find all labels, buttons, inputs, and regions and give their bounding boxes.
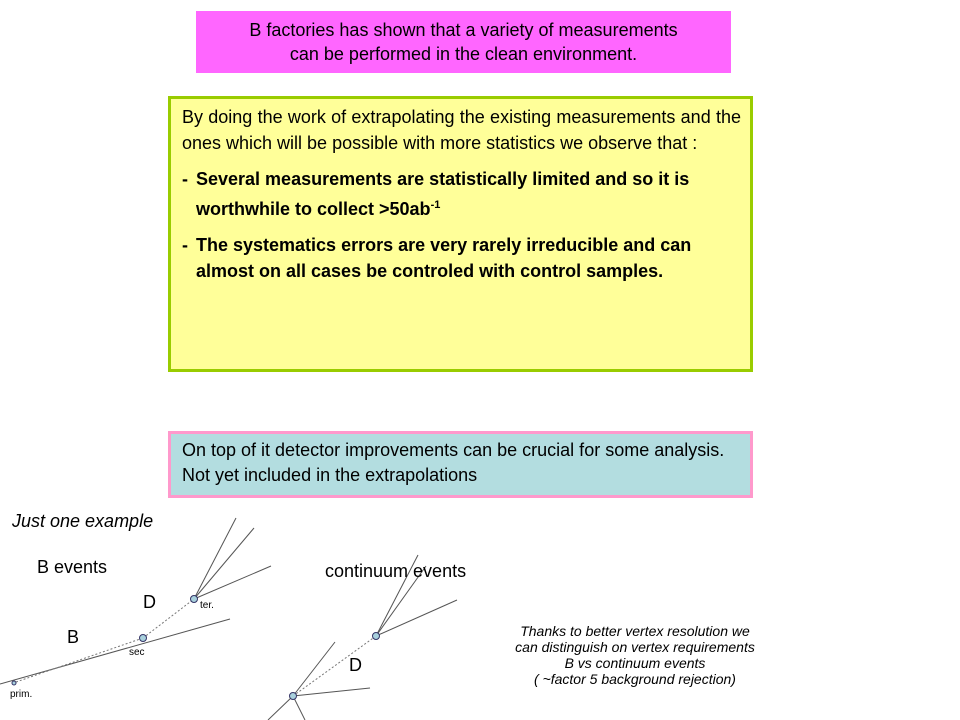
bullet-1-superscript: -1 [430, 199, 441, 211]
tertiary-label: ter. [200, 600, 214, 611]
primary-track [0, 619, 230, 684]
vertex-resolution-note [470, 623, 800, 687]
example-label: Just one example [12, 511, 154, 531]
header-line-2: can be performed in the clean environment. [289, 44, 638, 64]
continuum-track [376, 600, 457, 636]
secondary-vertex [140, 635, 147, 642]
tertiary-track [194, 518, 236, 599]
note-line: can distinguish on vertex requirements [515, 639, 755, 655]
b-events-label: B events [37, 557, 108, 577]
continuum-d-vertex [373, 633, 380, 640]
continuum-d-label: D [349, 655, 362, 675]
continuum-track [293, 696, 305, 720]
continuum-events-label: continuum events [325, 561, 467, 581]
note-line: Thanks to better vertex resolution we [520, 623, 750, 639]
bullet-dash: - [182, 169, 188, 189]
bullet-dash: - [182, 235, 188, 255]
bullet-2-text: The systematics errors are very rarely irreducible and can almost on all cases be controled with control samples. [196, 235, 692, 281]
primary-vertex [12, 681, 16, 685]
detector-text: On top of it detector improvements can be crucial for some analysis. Not yet included in the extrapolations [182, 440, 725, 485]
continuum-track [293, 642, 335, 696]
note-line: B vs continuum events [564, 655, 706, 671]
tertiary-track [194, 566, 271, 599]
secondary-label: sec [129, 647, 145, 658]
b-flight-path [16, 638, 143, 682]
summary-intro: By doing the work of extrapolating the existing measurements and the ones which will be possible with more statistics we observe that : [182, 107, 741, 153]
continuum-track [268, 696, 293, 720]
d-meson-label: D [143, 592, 156, 612]
tertiary-vertex [191, 596, 198, 603]
continuum-primary-vertex [290, 693, 297, 700]
note-line: ( ~factor 5 background rejection) [534, 671, 736, 687]
continuum-flight-path [293, 636, 376, 696]
bullet-1-text: Several measurements are statistically limited and so it is worthwhile to collect >50ab [196, 169, 690, 219]
primary-label: prim. [10, 689, 33, 700]
b-meson-label: B [67, 627, 80, 647]
continuum-track [293, 688, 370, 696]
tertiary-track [194, 528, 254, 599]
header-line-1: B factories has shown that a variety of measurements [249, 20, 678, 40]
